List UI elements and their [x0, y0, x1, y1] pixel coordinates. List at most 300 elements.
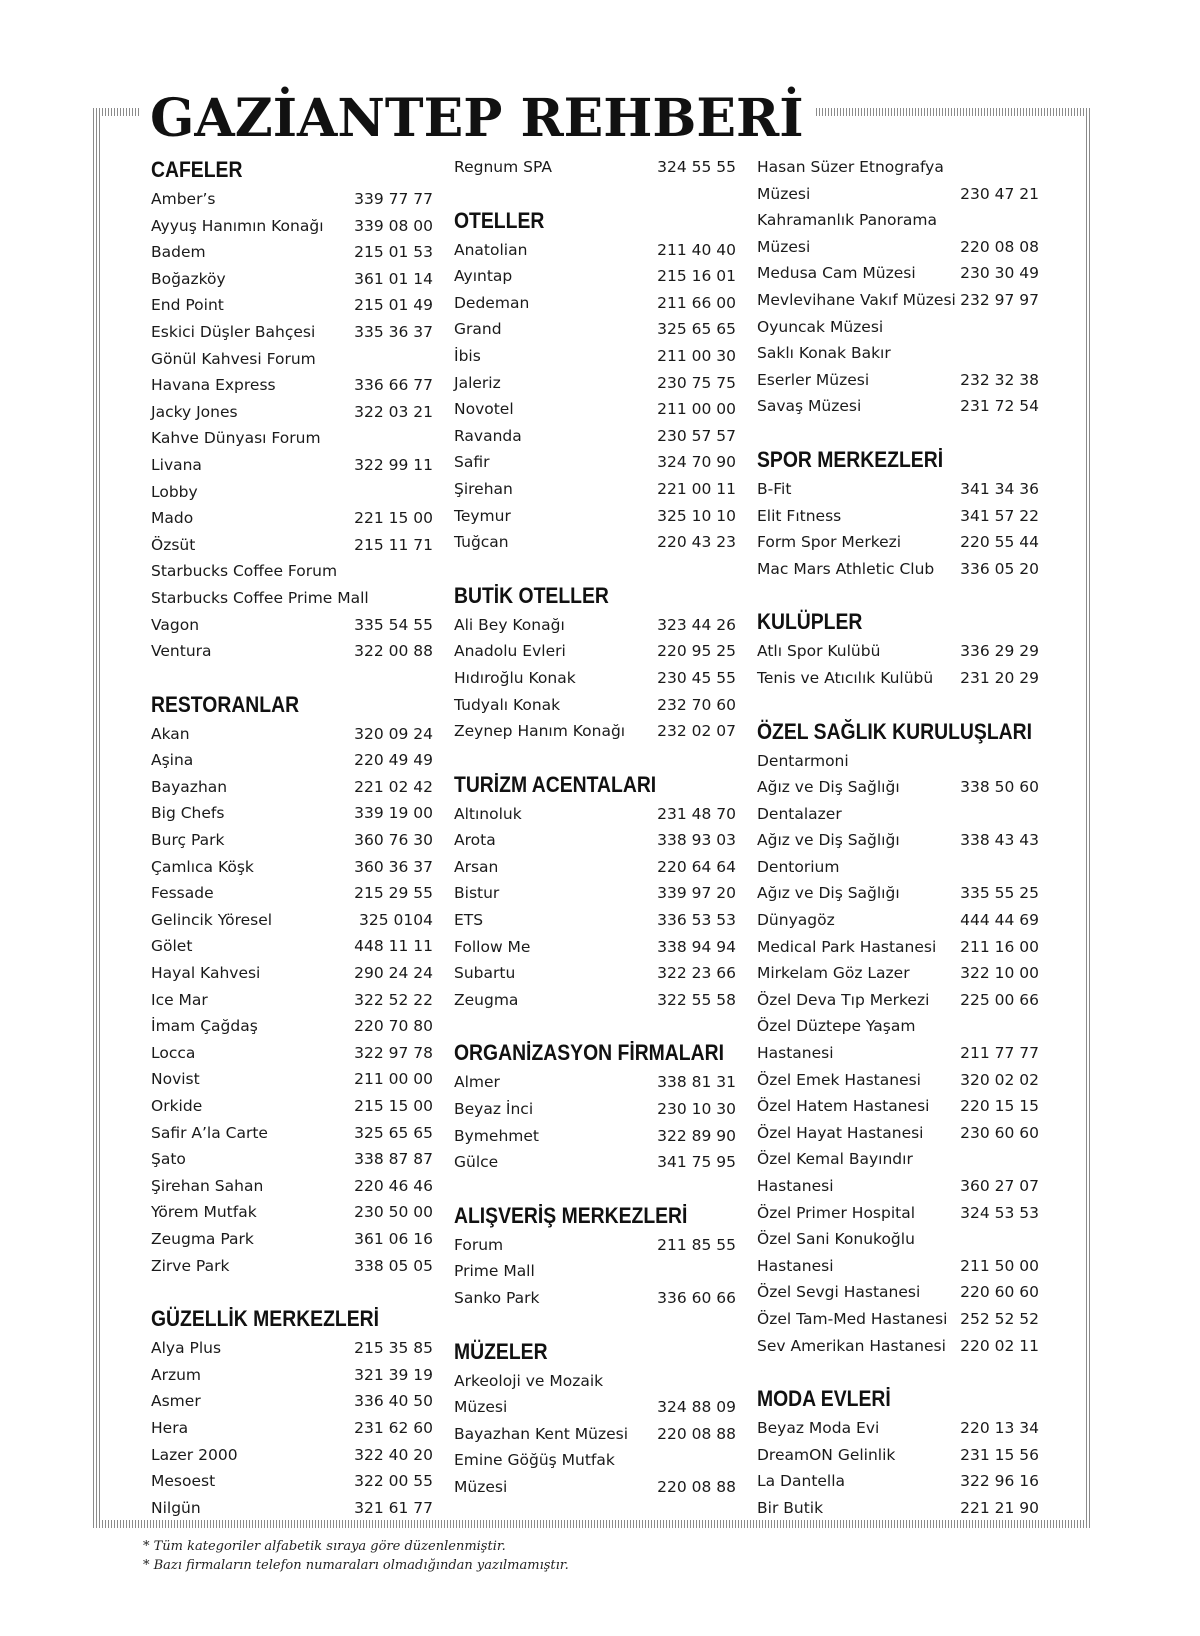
phone-number: 215 01 53 [354, 243, 433, 262]
directory-entry [757, 960, 1039, 987]
business-name: Locca [151, 1043, 196, 1062]
phone-number: 338 05 05 [354, 1256, 433, 1275]
phone-number: 338 87 87 [354, 1150, 433, 1169]
business-name: Hera [151, 1418, 189, 1437]
directory-entry [757, 1226, 1039, 1253]
business-name: Novotel [454, 400, 514, 419]
directory-entry [151, 399, 433, 426]
business-name: Özel Deva Tıp Merkezi [757, 990, 930, 1009]
phone-number: 215 01 49 [354, 296, 433, 315]
business-name: Jaleriz [454, 373, 501, 392]
phone-number: 211 85 55 [657, 1235, 736, 1254]
directory-section [757, 1383, 1039, 1521]
phone-number: 335 54 55 [354, 615, 433, 634]
business-name: Özel Hayat Hastanesi [757, 1123, 924, 1142]
business-name: Şato [151, 1150, 186, 1169]
directory-entry [151, 1226, 433, 1253]
business-name: Dentarmoni [757, 751, 849, 770]
directory-section [757, 606, 1039, 691]
phone-number: 323 44 26 [657, 615, 736, 634]
business-name: End Point [151, 296, 224, 315]
phone-number: 322 00 55 [354, 1472, 433, 1491]
directory-entry [151, 987, 433, 1014]
directory-section [454, 769, 736, 1014]
section-title: KULÜPLER [757, 609, 863, 635]
business-name: Altınoluk [454, 804, 522, 823]
directory-entry [454, 854, 736, 881]
directory-entry [454, 934, 736, 961]
directory-entry [151, 1146, 433, 1173]
business-name: Almer [454, 1073, 500, 1092]
directory-section [454, 1336, 736, 1501]
business-name: Zeynep Hanım Konağı [454, 722, 626, 741]
directory-entry [757, 181, 1039, 208]
directory-entry [454, 880, 736, 907]
business-name: Mesoest [151, 1472, 216, 1491]
business-name: Özel Kemal Bayındır [757, 1150, 913, 1169]
phone-number: 220 13 34 [960, 1419, 1039, 1438]
directory-entry [454, 449, 736, 476]
business-name: Ventura [151, 642, 212, 661]
directory-entry [151, 346, 433, 373]
directory-entry [757, 665, 1039, 692]
phone-number: 220 02 11 [960, 1336, 1039, 1355]
directory-entry [757, 367, 1039, 394]
directory-entry [454, 1123, 736, 1150]
directory-entry [454, 476, 736, 503]
business-name: Fessade [151, 884, 214, 903]
business-name: Arzum [151, 1365, 202, 1384]
phone-number: 211 00 30 [657, 346, 736, 365]
phone-number: 322 99 11 [354, 455, 433, 474]
phone-number: 225 00 66 [960, 990, 1039, 1009]
directory-entry [757, 1415, 1039, 1442]
business-name: Bayazhan [151, 777, 228, 796]
directory-entry [454, 692, 736, 719]
business-name: Gelincik Yöresel [151, 910, 273, 929]
business-name: DreamON Gelinlik [757, 1445, 896, 1464]
business-name: Orkide [151, 1097, 203, 1115]
phone-number: 211 50 00 [960, 1256, 1039, 1275]
business-name: Boğazköy [151, 269, 226, 288]
directory-entry [757, 287, 1039, 314]
directory-entry [151, 425, 433, 452]
directory-entry [757, 207, 1039, 234]
business-name: Amber’s [151, 190, 216, 208]
business-name: Tudyalı Konak [454, 695, 561, 714]
business-name: Dentalazer [757, 804, 842, 823]
business-name: Ice Mar [151, 990, 208, 1009]
directory-entry [757, 1093, 1039, 1120]
business-name: Mado [151, 509, 194, 528]
directory-entry [151, 774, 433, 801]
business-name: Starbucks Coffee Forum [151, 562, 338, 581]
directory-entry [151, 479, 433, 506]
footnotes [143, 1537, 569, 1575]
business-name: Hasan Süzer Etnografya [757, 158, 944, 176]
directory-column-1 [151, 154, 433, 1545]
business-name: Forum [454, 1235, 504, 1254]
phone-number: 220 95 25 [657, 642, 736, 661]
directory-section [454, 580, 736, 745]
phone-number: 444 44 69 [960, 911, 1039, 930]
phone-number: 221 02 42 [354, 777, 433, 796]
directory-entry [454, 423, 736, 450]
directory-entry [151, 1040, 433, 1067]
footnote-2: * Bazı firmaların telefon numaraları olmadığından yazılmamıştır. [143, 1558, 569, 1573]
section-title: BUTİK OTELLER [454, 582, 609, 608]
directory-entry [454, 907, 736, 934]
phone-number: 215 15 00 [354, 1097, 433, 1115]
business-name: Arota [454, 831, 496, 850]
phone-number: 290 24 24 [354, 964, 433, 983]
directory-entry [454, 1447, 736, 1474]
directory-entry [454, 237, 736, 264]
directory-entry [151, 372, 433, 399]
phone-number: 322 89 90 [657, 1126, 736, 1145]
directory-entry [454, 1096, 736, 1123]
directory-entry [757, 1495, 1039, 1522]
phone-number: 321 39 19 [354, 1365, 433, 1384]
directory-entry [151, 612, 433, 639]
phone-number: 230 10 30 [657, 1100, 736, 1119]
directory-entry [454, 801, 736, 828]
directory-entry [757, 1442, 1039, 1469]
directory-entry [151, 585, 433, 612]
phone-number: 341 75 95 [657, 1153, 736, 1172]
business-name: Anatolian [454, 240, 528, 259]
directory-entry [151, 1173, 433, 1200]
phone-number: 336 29 29 [960, 642, 1039, 661]
directory-entry [757, 476, 1039, 503]
directory-entry [151, 747, 433, 774]
phone-number: 232 02 07 [657, 722, 736, 741]
directory-entry [757, 1013, 1039, 1040]
directory-entry [757, 1173, 1039, 1200]
business-name: Anadolu Evleri [454, 642, 566, 661]
directory-entry [454, 718, 736, 745]
phone-number: 211 66 00 [657, 293, 736, 312]
directory-entry [151, 827, 433, 854]
directory-entry [757, 987, 1039, 1014]
phone-number: 325 65 65 [657, 320, 736, 339]
directory-entry [151, 1199, 433, 1226]
directory-entry [454, 1232, 736, 1259]
business-name: Regnum SPA [454, 158, 552, 176]
business-name: Özel Hatem Hastanesi [757, 1097, 930, 1116]
directory-entry [151, 1468, 433, 1495]
business-name: Zirve Park [151, 1256, 230, 1275]
business-name: Özsüt [151, 535, 196, 554]
phone-number: 339 77 77 [354, 190, 433, 208]
directory-entry [757, 907, 1039, 934]
phone-number: 230 30 49 [960, 264, 1039, 283]
directory-entry [151, 907, 433, 934]
directory-entry [757, 1146, 1039, 1173]
phone-number: 325 10 10 [657, 506, 736, 525]
directory-section [454, 1037, 736, 1175]
phone-number: 338 93 03 [657, 831, 736, 850]
directory-entry [757, 827, 1039, 854]
business-name: İmam Çağdaş [151, 1017, 258, 1036]
section-title: ÖZEL SAĞLIK KURULUŞLARI [757, 718, 1032, 744]
page-title: GAZİANTEP REHBERİ [150, 88, 804, 149]
directory-entry [454, 290, 736, 317]
directory-section [757, 716, 1039, 1360]
directory-entry [757, 774, 1039, 801]
directory-entry [454, 1421, 736, 1448]
phone-number: 231 62 60 [354, 1418, 433, 1437]
directory-entry [454, 316, 736, 343]
phone-number: 339 08 00 [354, 216, 433, 235]
phone-number: 230 45 55 [657, 668, 736, 687]
directory-entry [151, 933, 433, 960]
directory-entry [757, 854, 1039, 881]
directory-entry [757, 1468, 1039, 1495]
business-name: Alya Plus [151, 1339, 222, 1358]
directory-entry [151, 638, 433, 665]
phone-number: 338 43 43 [960, 831, 1039, 850]
business-name: La Dantella [757, 1472, 846, 1491]
directory-entry [151, 1335, 433, 1362]
directory-entry [151, 505, 433, 532]
phone-number: 220 08 88 [657, 1477, 736, 1496]
business-name: Arkeoloji ve Mozaik [454, 1371, 604, 1390]
phone-number: 220 43 23 [657, 533, 736, 552]
business-name: Şirehan [454, 479, 513, 498]
business-name: Arsan [454, 857, 499, 876]
phone-number: 215 35 85 [354, 1339, 433, 1358]
directory-entry [454, 987, 736, 1014]
business-name: Bymehmet [454, 1126, 539, 1145]
phone-number: 322 00 88 [354, 642, 433, 661]
section-title: TURİZM ACENTALARI [454, 771, 657, 797]
phone-number: 325 0104 [359, 910, 433, 929]
business-name: Medusa Cam Müzesi [757, 264, 916, 283]
phone-number: 448 11 11 [354, 937, 433, 956]
phone-number: 336 66 77 [354, 376, 433, 395]
business-name: Sev Amerikan Hastanesi [757, 1336, 946, 1355]
directory-entry [454, 612, 736, 639]
business-name: Prime Mall [454, 1262, 535, 1281]
section-title: ORGANİZASYON FİRMALARI [454, 1040, 724, 1066]
directory-entry [757, 801, 1039, 828]
directory-entry [454, 1474, 736, 1501]
business-name: Kahramanlık Panorama [757, 211, 937, 230]
business-name: Nilgün [151, 1498, 201, 1517]
business-name: Big Chefs [151, 804, 225, 823]
business-name: Zeugma [454, 990, 519, 1009]
business-name: Novist [151, 1070, 200, 1089]
business-name: Starbucks Coffee Prime Mall [151, 588, 369, 607]
phone-number: 336 53 53 [657, 911, 736, 930]
directory-entry [757, 748, 1039, 775]
phone-number: 230 75 75 [657, 373, 736, 392]
business-name: Özel Emek Hastanesi [757, 1070, 921, 1089]
directory-entry [757, 1279, 1039, 1306]
directory-entry [151, 1066, 433, 1093]
directory-entry [757, 638, 1039, 665]
phone-number: 322 97 78 [354, 1043, 433, 1062]
business-name: Bayazhan Kent Müzesi [454, 1424, 629, 1443]
phone-number: 215 29 55 [354, 884, 433, 903]
business-name: Mevlevihane Vakıf Müzesi [757, 290, 956, 309]
directory-entry [454, 370, 736, 397]
directory-entry [757, 1040, 1039, 1067]
directory-entry [151, 1253, 433, 1280]
business-name: Aşina [151, 751, 194, 770]
phone-number: 361 01 14 [354, 269, 433, 288]
directory-section [757, 444, 1039, 582]
business-name: Kahve Dünyası Forum [151, 429, 321, 448]
directory-entry [454, 343, 736, 370]
phone-number: 231 20 29 [960, 668, 1039, 687]
phone-number: 220 15 15 [960, 1097, 1039, 1116]
phone-number: 231 72 54 [960, 397, 1039, 416]
phone-number: 324 53 53 [960, 1203, 1039, 1222]
business-name: Asmer [151, 1392, 201, 1411]
business-name: Hıdıroğlu Konak [454, 668, 576, 687]
phone-number: 322 23 66 [657, 964, 736, 983]
phone-number: 321 61 77 [354, 1498, 433, 1517]
directory-entry [151, 319, 433, 346]
business-name: Form Spor Merkezi [757, 533, 902, 552]
phone-number: 335 55 25 [960, 884, 1039, 903]
directory-entry [454, 1285, 736, 1312]
directory-entry [757, 880, 1039, 907]
directory-entry [454, 665, 736, 692]
section-title: CAFELER [151, 157, 243, 182]
business-name: Gülce [454, 1153, 499, 1172]
directory-entry [151, 1415, 433, 1442]
directory-entry [151, 1093, 433, 1120]
business-name: Özel Düztepe Yaşam [757, 1017, 916, 1036]
business-name: Beyaz İnci [454, 1100, 534, 1119]
directory-entry [151, 1120, 433, 1147]
directory-entry [454, 638, 736, 665]
business-name: Mirkelam Göz Lazer [757, 964, 910, 983]
business-name: Eskici Düşler Bahçesi [151, 322, 316, 341]
business-name: Follow Me [454, 937, 531, 956]
business-name: Safir [454, 453, 490, 472]
directory-column-2 [454, 154, 736, 1525]
directory-entry [757, 1306, 1039, 1333]
business-name: Eserler Müzesi [757, 370, 870, 389]
phone-number: 322 10 00 [960, 964, 1039, 983]
business-name: Subartu [454, 964, 516, 983]
directory-entry [454, 154, 736, 181]
directory-entry [151, 854, 433, 881]
phone-number: 211 16 00 [960, 937, 1039, 956]
business-name: Burç Park [151, 831, 225, 850]
business-name: Grand [454, 320, 502, 339]
business-name: Sanko Park [454, 1289, 540, 1307]
directory-entry [151, 880, 433, 907]
business-name: Özel Sani Konukoğlu [757, 1230, 915, 1249]
business-name: Özel Tam-Med Hastanesi [757, 1309, 948, 1328]
business-name: Hastanesi [757, 1177, 834, 1195]
business-name: Safir A’la Carte [151, 1123, 268, 1142]
phone-number: 324 88 09 [657, 1398, 736, 1417]
directory-entry [151, 1388, 433, 1415]
phone-number: 211 00 00 [354, 1070, 433, 1089]
business-name: Jacky Jones [151, 402, 238, 421]
phone-number: 322 03 21 [354, 402, 433, 421]
directory-entry [151, 532, 433, 559]
phone-number: 220 08 08 [960, 237, 1039, 256]
phone-number: 322 55 58 [657, 990, 736, 1009]
phone-number: 220 60 60 [960, 1283, 1039, 1302]
directory-entry [454, 503, 736, 530]
directory-entry [757, 1120, 1039, 1147]
directory-entry [151, 1495, 433, 1522]
directory-entry [151, 239, 433, 266]
directory-entry [757, 234, 1039, 261]
business-name: Lobby [151, 482, 198, 501]
phone-number: 232 97 97 [960, 290, 1039, 309]
phone-number: 322 96 16 [960, 1472, 1039, 1491]
directory-entry [151, 558, 433, 585]
business-name: Dünyagöz [757, 911, 835, 930]
phone-number: 338 81 31 [657, 1073, 736, 1092]
directory-entry [454, 1394, 736, 1421]
phone-number: 215 16 01 [657, 267, 736, 286]
directory-entry [151, 292, 433, 319]
business-name: Badem [151, 243, 206, 262]
business-name: Çamlıca Köşk [151, 857, 254, 876]
phone-number: 215 11 71 [354, 535, 433, 554]
directory-entry [757, 529, 1039, 556]
business-name: Elit Fıtness [757, 506, 842, 525]
phone-number: 324 55 55 [657, 158, 736, 176]
phone-number: 221 21 90 [960, 1498, 1039, 1517]
business-name: Dentorium [757, 857, 840, 876]
phone-number: 341 34 36 [960, 479, 1039, 498]
business-name: Müzesi [454, 1398, 508, 1417]
directory-section [757, 154, 1039, 420]
section-title: RESTORANLAR [151, 691, 300, 717]
phone-number: 220 08 88 [657, 1424, 736, 1443]
directory-entry [151, 266, 433, 293]
directory-entry [757, 1067, 1039, 1094]
phone-number: 320 09 24 [354, 724, 433, 743]
directory-entry [757, 1253, 1039, 1280]
business-name: Tuğcan [454, 533, 509, 552]
business-name: Ağız ve Diş Sağlığı [757, 778, 900, 797]
phone-number: 220 46 46 [354, 1176, 433, 1195]
phone-number: 336 05 20 [960, 559, 1039, 578]
business-name: Havana Express [151, 376, 276, 395]
business-name: ETS [454, 911, 484, 930]
phone-number: 360 27 07 [960, 1177, 1039, 1195]
directory-entry [454, 1149, 736, 1176]
phone-number: 211 40 40 [657, 240, 736, 259]
phone-number: 320 02 02 [960, 1070, 1039, 1089]
section-title: MÜZELER [454, 1338, 548, 1364]
phone-number: 230 47 21 [960, 184, 1039, 203]
directory-entry [454, 1069, 736, 1096]
business-name: Özel Sevgi Hastanesi [757, 1283, 921, 1302]
business-name: Hastanesi [757, 1256, 834, 1275]
business-name: Akan [151, 724, 190, 743]
business-name: Vagon [151, 615, 200, 634]
directory-section [454, 1200, 736, 1312]
directory-section [454, 154, 736, 181]
section-title: MODA EVLERİ [757, 1386, 891, 1412]
business-name: Gönül Kahvesi Forum [151, 349, 316, 368]
phone-number: 221 15 00 [354, 509, 433, 528]
business-name: Şirehan Sahan [151, 1176, 264, 1195]
